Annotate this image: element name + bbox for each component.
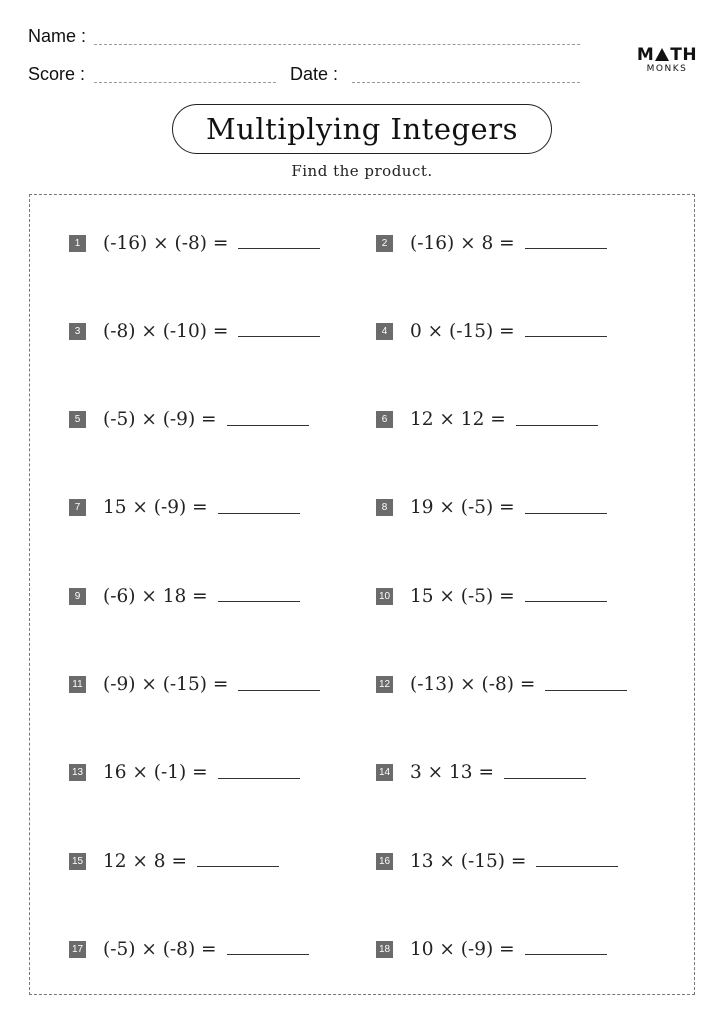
problem-number-badge: 18 (376, 941, 393, 958)
date-field[interactable] (352, 82, 580, 83)
answer-blank[interactable] (218, 764, 300, 779)
problem-expression: (-16) × (-8) = (103, 232, 229, 254)
answer-blank[interactable] (536, 852, 618, 867)
problem-expression: 15 × (-9) = (103, 497, 208, 519)
answer-blank[interactable] (525, 499, 607, 514)
worksheet-title (172, 104, 552, 154)
problem-expression: (-16) × 8 = (410, 232, 515, 254)
logo-letters-th: TH (670, 45, 698, 65)
problem-item (376, 760, 586, 786)
answer-blank[interactable] (227, 940, 309, 955)
problem-item (69, 230, 320, 256)
problem-expression: (-5) × (-9) = (103, 409, 217, 431)
problem-number-badge: 11 (69, 676, 86, 693)
instructions: Find the product. (291, 162, 433, 180)
problem-item (69, 407, 309, 433)
problem-expression: 10 × (-9) = (410, 938, 515, 960)
answer-blank[interactable] (227, 411, 309, 426)
answer-blank[interactable] (218, 587, 300, 602)
problem-item (376, 407, 598, 433)
problem-number-badge: 10 (376, 588, 393, 605)
answer-blank[interactable] (218, 499, 300, 514)
problem-expression: (-9) × (-15) = (103, 674, 229, 695)
problem-item (376, 848, 618, 874)
score-field[interactable] (94, 82, 276, 83)
problem-item (69, 495, 300, 521)
problem-number-badge: 5 (69, 411, 86, 428)
problem-item (69, 760, 300, 786)
logo-subtitle: MONKS (646, 64, 688, 74)
problem-number-badge: 6 (376, 411, 393, 428)
answer-blank[interactable] (525, 587, 607, 602)
problem-item (69, 936, 309, 962)
problem-number-badge: 3 (69, 323, 86, 340)
problem-item (69, 583, 300, 609)
name-label: Name : (28, 26, 87, 46)
problem-number-badge: 16 (376, 853, 393, 870)
problem-item (376, 672, 627, 698)
problem-expression: 19 × (-5) = (410, 497, 515, 519)
answer-blank[interactable] (545, 676, 627, 691)
problem-number-badge: 13 (69, 764, 86, 781)
math-monks-logo (636, 46, 698, 74)
problem-item (376, 318, 607, 344)
problem-number-badge: 2 (376, 235, 393, 252)
problem-expression: (-8) × (-10) = (103, 320, 229, 342)
problem-expression: 15 × (-5) = (410, 585, 515, 607)
answer-blank[interactable] (516, 411, 598, 426)
problem-number-badge: 8 (376, 499, 393, 516)
logo-letter-m: M (636, 45, 655, 65)
problem-number-badge: 15 (69, 853, 86, 870)
answer-blank[interactable] (197, 852, 279, 867)
problem-expression: 16 × (-1) = (103, 762, 208, 784)
score-label: Score : (28, 64, 86, 84)
problem-expression: (-6) × 18 = (103, 585, 208, 607)
problem-item (69, 318, 320, 344)
answer-blank[interactable] (238, 676, 320, 691)
answer-blank[interactable] (525, 234, 607, 249)
problem-item (376, 495, 607, 521)
logo-triangle-icon (655, 48, 669, 61)
problem-expression: 0 × (-15) = (410, 320, 515, 342)
problem-number-badge: 17 (69, 941, 86, 958)
name-field[interactable] (94, 44, 580, 45)
problem-expression: 12 × 8 = (103, 850, 187, 872)
problem-number-badge: 4 (376, 323, 393, 340)
answer-blank[interactable] (525, 322, 607, 337)
problem-number-badge: 14 (376, 764, 393, 781)
answer-blank[interactable] (504, 764, 586, 779)
problem-expression: 13 × (-15) = (410, 850, 527, 872)
problem-number-badge: 12 (376, 676, 393, 693)
problem-expression: (-5) × (-8) = (103, 938, 217, 960)
date-label: Date : (290, 64, 339, 84)
problem-number-badge: 7 (69, 499, 86, 516)
problem-expression: (-13) × (-8) = (410, 674, 536, 695)
problem-item (376, 230, 607, 256)
answer-blank[interactable] (525, 940, 607, 955)
title-text: Multiplying Integers (206, 112, 518, 146)
problem-expression: 12 × 12 = (410, 409, 506, 431)
problem-item (69, 848, 279, 874)
answer-blank[interactable] (238, 234, 320, 249)
answer-blank[interactable] (238, 322, 320, 337)
problem-expression: 3 × 13 = (410, 762, 494, 784)
problem-item (69, 672, 320, 698)
problem-number-badge: 1 (69, 235, 86, 252)
problem-item (376, 936, 607, 962)
problem-number-badge: 9 (69, 588, 86, 605)
problem-item (376, 583, 607, 609)
